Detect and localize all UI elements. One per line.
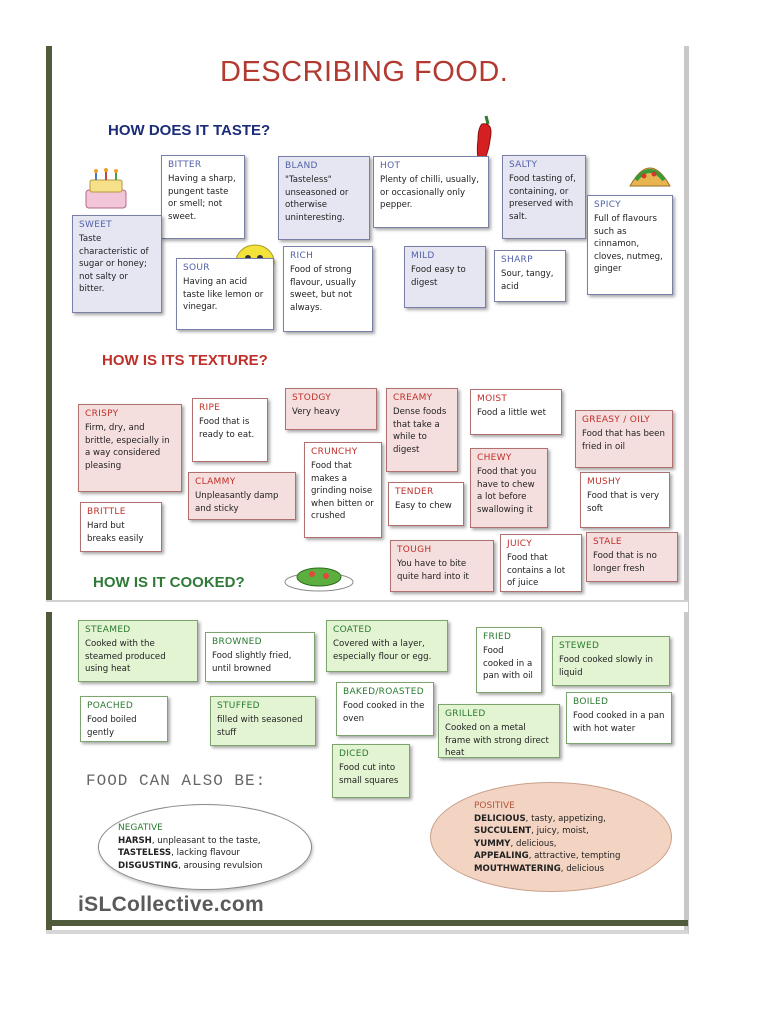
page-break bbox=[46, 600, 688, 612]
term-label: SPICY bbox=[594, 200, 621, 210]
term-definition: Dense foods that take a while to digest bbox=[393, 407, 447, 455]
birthday-cake-icon bbox=[82, 168, 130, 212]
taste-card-bland bbox=[278, 156, 370, 240]
taste-card-rich bbox=[283, 246, 373, 332]
term-label: BLAND bbox=[285, 161, 318, 171]
cooked-card-browned bbox=[205, 632, 315, 682]
taste-card-sweet bbox=[72, 215, 162, 313]
taste-card-spicy bbox=[587, 195, 673, 295]
term-definition: Firm, dry, and brittle, especially in a way considered pleasing bbox=[85, 423, 170, 471]
term-definition: Food slightly fried, until browned bbox=[212, 651, 292, 674]
term-label: GRILLED bbox=[445, 709, 486, 719]
term-label: FRIED bbox=[483, 632, 512, 642]
term-definition: Sour, tangy, acid bbox=[501, 269, 554, 292]
positive-word: DELICIOUS bbox=[474, 813, 526, 824]
term-label: MOIST bbox=[477, 394, 508, 404]
term-label: STALE bbox=[593, 537, 622, 547]
term-label: BRITTLE bbox=[87, 507, 126, 517]
page-border-left bbox=[46, 46, 52, 930]
positive-meaning: , delicious bbox=[560, 863, 605, 874]
term-label: CLAMMY bbox=[195, 477, 236, 487]
positive-title: POSITIVE bbox=[474, 801, 515, 811]
term-label: SOUR bbox=[183, 263, 210, 273]
positive-list bbox=[474, 800, 664, 875]
texture-card-stodgy bbox=[285, 388, 377, 430]
positive-meaning: , tasty, appetizing, bbox=[525, 813, 606, 824]
term-definition: Food that you have to chew a lot before swallowing it bbox=[477, 467, 537, 515]
term-definition: Food boiled gently bbox=[87, 715, 137, 738]
negative-line bbox=[118, 847, 298, 860]
texture-card-juicy bbox=[500, 534, 582, 592]
cooked-heading: HOW IS IT COOKED? bbox=[93, 574, 245, 591]
texture-card-greasy-oily bbox=[575, 410, 673, 468]
term-label: BITTER bbox=[168, 160, 202, 170]
negative-meaning: , arousing revulsion bbox=[178, 860, 263, 871]
taco-icon bbox=[626, 156, 674, 194]
term-label: TENDER bbox=[395, 487, 434, 497]
positive-line bbox=[474, 825, 664, 838]
term-definition: Plenty of chilli, usually, or occasionally only pepper. bbox=[380, 175, 479, 210]
term-label: JUICY bbox=[507, 539, 533, 549]
term-label: SWEET bbox=[79, 220, 112, 230]
texture-card-crunchy bbox=[304, 442, 382, 538]
taste-card-mild bbox=[404, 246, 486, 308]
cooked-card-fried bbox=[476, 627, 542, 693]
cooked-card-steamed bbox=[78, 620, 198, 682]
texture-card-creamy bbox=[386, 388, 458, 472]
term-definition: Food tasting of, containing, or preserved with salt. bbox=[509, 174, 576, 222]
term-definition: Covered with a layer, especially flour or egg. bbox=[333, 639, 432, 662]
salad-plate-icon bbox=[282, 560, 356, 594]
positive-line bbox=[474, 850, 664, 863]
term-definition: "Tasteless" unseasoned or otherwise uninteresting. bbox=[285, 175, 349, 223]
term-definition: Food that is very soft bbox=[587, 491, 660, 514]
cooked-card-stuffed bbox=[210, 696, 316, 746]
term-label: STUFFED bbox=[217, 701, 260, 711]
taste-card-sour bbox=[176, 258, 274, 330]
term-label: TOUGH bbox=[397, 545, 432, 555]
texture-card-clammy bbox=[188, 472, 296, 520]
term-definition: Cooked on a metal frame with strong direct heat bbox=[445, 723, 549, 758]
cooked-card-grilled bbox=[438, 704, 560, 758]
cooked-card-poached bbox=[80, 696, 168, 742]
term-label: STEWED bbox=[559, 641, 600, 651]
positive-word: MOUTHWATERING bbox=[474, 863, 561, 874]
term-definition: Taste characteristic of sugar or honey; not salty or bitter. bbox=[79, 234, 149, 294]
term-label: SALTY bbox=[509, 160, 538, 170]
texture-card-crispy bbox=[78, 404, 182, 492]
positive-meaning: , juicy, moist, bbox=[531, 826, 589, 836]
also-heading: FOOD CAN ALSO BE: bbox=[86, 772, 267, 790]
negative-word: TASTELESS bbox=[118, 848, 172, 858]
negative-meaning: , unpleasant to the taste, bbox=[151, 835, 261, 846]
term-label: DICED bbox=[339, 749, 369, 759]
term-label: CHEWY bbox=[477, 453, 512, 463]
texture-card-tough bbox=[390, 540, 494, 592]
cooked-card-stewed bbox=[552, 636, 670, 686]
positive-line bbox=[474, 863, 664, 876]
negative-word: HARSH bbox=[118, 835, 152, 846]
page-title: DESCRIBING FOOD. bbox=[220, 56, 509, 88]
term-label: GREASY / OILY bbox=[582, 415, 650, 425]
texture-card-ripe bbox=[192, 398, 268, 462]
term-definition: Food cooked in a pan with oil bbox=[483, 646, 533, 681]
negative-word: DISGUSTING bbox=[118, 860, 179, 871]
site-logo: iSLCollective.com bbox=[78, 893, 264, 916]
page-border-right bbox=[684, 46, 689, 934]
negative-meaning: , lacking flavour bbox=[171, 848, 240, 858]
positive-meaning: , delicious, bbox=[510, 838, 557, 849]
texture-card-moist bbox=[470, 389, 562, 435]
term-label: CRUNCHY bbox=[311, 447, 358, 457]
taste-card-sharp bbox=[494, 250, 566, 302]
term-definition: Food that contains a lot of juice bbox=[507, 553, 566, 588]
term-definition: Hard but breaks easily bbox=[87, 521, 144, 544]
texture-card-mushy bbox=[580, 472, 670, 528]
positive-line bbox=[474, 813, 664, 826]
negative-title: NEGATIVE bbox=[118, 823, 163, 833]
positive-word: APPEALING bbox=[474, 851, 529, 861]
term-label: BOILED bbox=[573, 697, 609, 707]
negative-line bbox=[118, 835, 298, 848]
term-definition: Food easy to digest bbox=[411, 265, 466, 288]
cooked-card-boiled bbox=[566, 692, 672, 744]
term-definition: Food cut into small squares bbox=[339, 763, 399, 786]
positive-meaning: , attractive, tempting bbox=[528, 851, 621, 861]
term-definition: Food cooked in the oven bbox=[343, 701, 425, 724]
term-label: SHARP bbox=[501, 255, 533, 265]
term-definition: Full of flavours such as cinnamon, cloves, nutmeg, ginger bbox=[594, 214, 663, 274]
term-label: MUSHY bbox=[587, 477, 621, 487]
term-definition: Easy to chew bbox=[395, 501, 452, 511]
term-label: RICH bbox=[290, 251, 314, 261]
term-definition: Food that is no longer fresh bbox=[593, 551, 657, 574]
term-definition: Food that is ready to eat. bbox=[199, 417, 255, 440]
term-label: STODGY bbox=[292, 393, 332, 403]
positive-word: YUMMY bbox=[474, 838, 511, 849]
term-label: BAKED/ROASTED bbox=[343, 687, 424, 697]
texture-card-chewy bbox=[470, 448, 548, 528]
term-label: STEAMED bbox=[85, 625, 131, 635]
term-definition: Food of strong flavour, usually sweet, but not always. bbox=[290, 265, 356, 313]
term-definition: Very heavy bbox=[292, 407, 341, 417]
term-label: HOT bbox=[380, 161, 401, 171]
term-definition: Unpleasantly damp and sticky bbox=[195, 491, 279, 514]
term-definition: Food that has been fried in oil bbox=[582, 429, 665, 452]
positive-word: SUCCULENT bbox=[474, 826, 532, 836]
texture-heading: HOW IS ITS TEXTURE? bbox=[102, 352, 268, 369]
term-label: MILD bbox=[411, 251, 435, 261]
negative-list bbox=[118, 822, 298, 872]
term-definition: Food cooked in a pan with hot water bbox=[573, 711, 665, 734]
taste-card-hot bbox=[373, 156, 489, 228]
taste-card-salty bbox=[502, 155, 586, 239]
term-definition: Having a sharp, pungent taste or smell; not sweet. bbox=[168, 174, 236, 222]
cooked-card-baked-roasted bbox=[336, 682, 434, 736]
texture-card-stale bbox=[586, 532, 678, 582]
term-label: CREAMY bbox=[393, 393, 433, 403]
term-definition: Food cooked slowly in liquid bbox=[559, 655, 653, 678]
term-label: POACHED bbox=[87, 701, 134, 711]
cooked-card-coated bbox=[326, 620, 448, 672]
negative-line bbox=[118, 860, 298, 873]
positive-line bbox=[474, 838, 664, 851]
cooked-card-diced bbox=[332, 744, 410, 798]
term-label: BROWNED bbox=[212, 637, 262, 647]
taste-card-bitter bbox=[161, 155, 245, 239]
term-definition: Food that makes a grinding noise when bitten or crushed bbox=[311, 461, 374, 521]
page-shadow-bottom bbox=[46, 930, 688, 934]
term-definition: You have to bite quite hard into it bbox=[397, 559, 469, 582]
term-label: RIPE bbox=[199, 403, 221, 413]
term-label: CRISPY bbox=[85, 409, 119, 419]
texture-card-tender bbox=[388, 482, 464, 526]
term-definition: filled with seasoned stuff bbox=[217, 715, 303, 738]
texture-card-brittle bbox=[80, 502, 162, 552]
term-definition: Food a little wet bbox=[477, 408, 546, 418]
term-label: COATED bbox=[333, 625, 372, 635]
taste-heading: HOW DOES IT TASTE? bbox=[108, 122, 271, 139]
term-definition: Cooked with the steamed produced using heat bbox=[85, 639, 166, 674]
page-border-bottom bbox=[46, 920, 688, 926]
term-definition: Having an acid taste like lemon or vinegar. bbox=[183, 277, 264, 312]
